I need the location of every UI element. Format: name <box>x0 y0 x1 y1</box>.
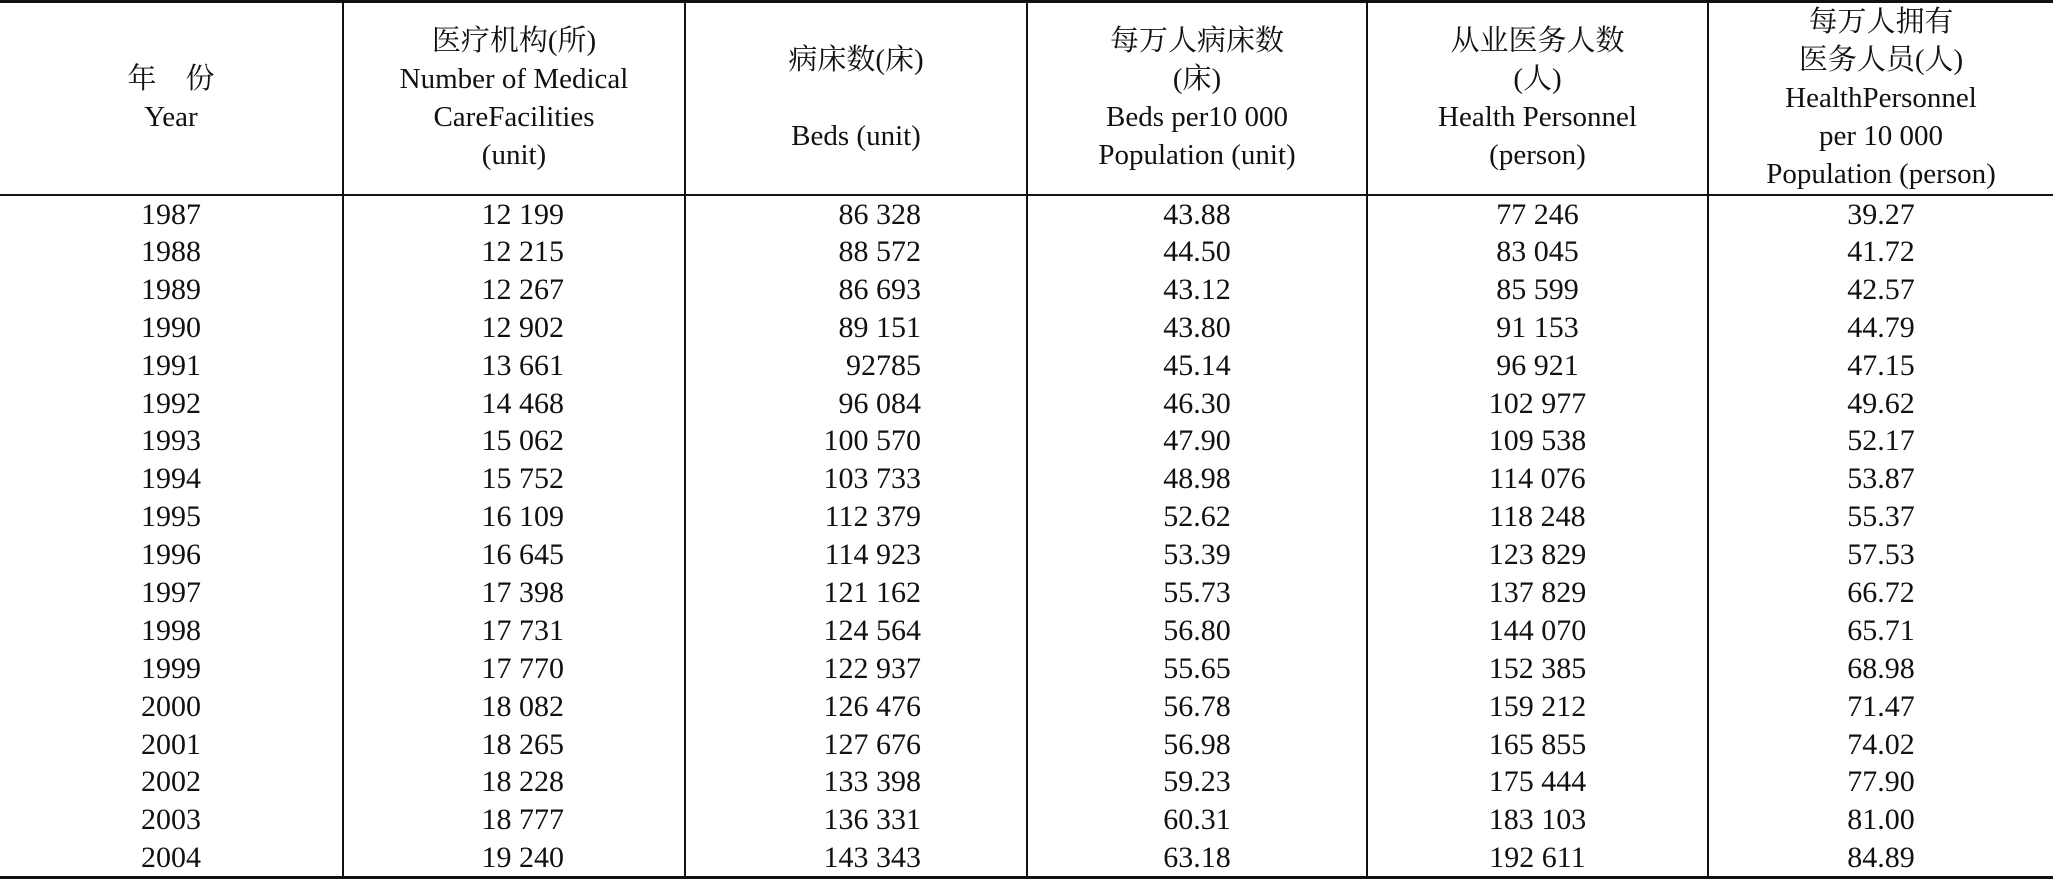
personnel-per-10000-cell: 52.17 <box>1708 422 2053 460</box>
beds-per-10000-cell: 59.23 <box>1027 763 1367 801</box>
beds-cell: 86 693 <box>685 270 1027 308</box>
facilities-cell: 12 902 <box>343 308 685 346</box>
health-personnel-cell: 91 153 <box>1367 308 1708 346</box>
personnel-per-10000-cell: 49.62 <box>1708 384 2053 422</box>
facilities-cell: 18 228 <box>343 763 685 801</box>
header-health-personnel-zh: 从业医务人数 <box>1450 25 1625 58</box>
personnel-per-10000-cell: 84.89 <box>1708 839 2053 878</box>
beds-per-10000-cell: 56.98 <box>1027 725 1367 763</box>
personnel-per-10000-cell: 42.57 <box>1708 270 2053 308</box>
table-row <box>0 233 2053 271</box>
health-personnel-cell: 192 611 <box>1367 839 1708 878</box>
header-facilities-en-1: Number of Medical <box>399 63 629 96</box>
health-personnel-cell: 118 248 <box>1367 498 1708 536</box>
year-cell: 2004 <box>0 839 343 878</box>
facilities-cell: 18 777 <box>343 801 685 839</box>
year-cell: 1996 <box>141 538 201 572</box>
facilities-cell: 16 645 <box>343 536 685 574</box>
personnel-per-10000-cell: 55.37 <box>1708 498 2053 536</box>
beds-per-10000-cell: 43.88 <box>1027 195 1367 233</box>
table-row <box>0 574 2053 612</box>
facilities-cell: 19 240 <box>343 839 685 878</box>
table-row <box>0 536 2053 574</box>
year-cell: 2001 <box>141 727 201 761</box>
header-personnel-per-10000-en-1: HealthPersonnel <box>1785 82 1977 115</box>
beds-cell: 86 328 <box>685 195 1027 233</box>
personnel-per-10000-cell: 41.72 <box>1708 233 2053 271</box>
header-personnel-per-10000-zh2: 医务人员(人) <box>1798 44 1964 77</box>
year-cell: 1992 <box>141 386 201 420</box>
year-cell: 1987 <box>141 197 201 231</box>
header-health-personnel-en-2: (person) <box>1489 139 1586 172</box>
health-personnel-cell: 159 212 <box>1367 687 1708 725</box>
health-personnel-cell: 102 977 <box>1367 384 1708 422</box>
beds-cell: 114 923 <box>685 536 1027 574</box>
health-personnel-cell: 152 385 <box>1367 649 1708 687</box>
facilities-cell: 17 770 <box>343 649 685 687</box>
header-health-personnel-en-1: Health Personnel <box>1438 101 1637 134</box>
table-row <box>0 763 2053 801</box>
table-row <box>0 687 2053 725</box>
header-health-personnel-zh2: (人) <box>1513 63 1562 96</box>
personnel-per-10000-cell: 57.53 <box>1708 536 2053 574</box>
personnel-per-10000-cell: 68.98 <box>1708 649 2053 687</box>
beds-cell: 124 564 <box>685 611 1027 649</box>
beds-per-10000-cell: 53.39 <box>1027 536 1367 574</box>
year-cell: 1988 <box>141 234 201 268</box>
header-beds-per-10000-en-1: Beds per10 000 <box>1105 101 1289 134</box>
year-cell: 1993 <box>141 424 201 458</box>
personnel-per-10000-cell: 53.87 <box>1708 460 2053 498</box>
header-beds-per-10000-zh: 每万人病床数 <box>1109 25 1284 58</box>
personnel-per-10000-cell: 66.72 <box>1708 574 2053 612</box>
beds-cell: 133 398 <box>685 763 1027 801</box>
facilities-cell: 12 215 <box>343 233 685 271</box>
header-facilities-en-3: (unit) <box>481 139 547 172</box>
table-row <box>0 346 2053 384</box>
year-cell: 1990 <box>141 310 201 344</box>
beds-cell: 89 151 <box>685 308 1027 346</box>
beds-per-10000-cell: 47.90 <box>1027 422 1367 460</box>
beds-per-10000-cell: 56.78 <box>1027 687 1367 725</box>
beds-cell: 143 343 <box>685 839 1027 878</box>
health-personnel-cell: 85 599 <box>1367 270 1708 308</box>
header-personnel-per-10000-en-2: per 10 000 <box>1818 120 1944 153</box>
facilities-cell: 17 731 <box>343 611 685 649</box>
header-facilities-en-2: CareFacilities <box>433 101 595 134</box>
beds-cell: 88 572 <box>685 233 1027 271</box>
header-year <box>0 2 343 195</box>
year-cell: 2002 <box>141 765 201 799</box>
year-cell: 1999 <box>141 651 201 685</box>
table-row <box>0 611 2053 649</box>
beds-cell: 100 570 <box>685 422 1027 460</box>
health-personnel-cell: 109 538 <box>1367 422 1708 460</box>
table-header <box>0 2 2053 195</box>
health-personnel-cell: 96 921 <box>1367 346 1708 384</box>
health-personnel-cell: 175 444 <box>1367 763 1708 801</box>
facilities-cell: 14 468 <box>343 384 685 422</box>
header-health-personnel <box>1367 2 1708 195</box>
facilities-cell: 17 398 <box>343 574 685 612</box>
table-row <box>0 195 2053 233</box>
beds-per-10000-cell: 55.73 <box>1027 574 1367 612</box>
table-row <box>0 270 2053 308</box>
beds-cell: 96 084 <box>685 384 1027 422</box>
table-row <box>0 422 2053 460</box>
beds-cell: 136 331 <box>685 801 1027 839</box>
personnel-per-10000-cell: 44.79 <box>1708 308 2053 346</box>
health-personnel-cell: 114 076 <box>1367 460 1708 498</box>
table-row <box>0 460 2053 498</box>
facilities-cell: 18 082 <box>343 687 685 725</box>
personnel-per-10000-cell: 74.02 <box>1708 725 2053 763</box>
year-cell: 1994 <box>141 462 201 496</box>
beds-per-10000-cell: 52.62 <box>1027 498 1367 536</box>
health-personnel-cell: 144 070 <box>1367 611 1708 649</box>
header-personnel-per-10000-zh: 每万人拥有 <box>1808 6 1954 39</box>
table-row <box>0 308 2053 346</box>
beds-cell: 127 676 <box>685 725 1027 763</box>
personnel-per-10000-cell: 47.15 <box>1708 346 2053 384</box>
year-cell: 1997 <box>141 575 201 609</box>
header-beds-gap <box>686 79 1026 117</box>
facilities-cell: 13 661 <box>343 346 685 384</box>
header-year-zh: 年 份 <box>127 63 215 96</box>
health-personnel-cell: 183 103 <box>1367 801 1708 839</box>
year-cell: 1989 <box>141 272 201 306</box>
beds-cell: 121 162 <box>685 574 1027 612</box>
facilities-cell: 18 265 <box>343 725 685 763</box>
personnel-per-10000-cell: 39.27 <box>1708 195 2053 233</box>
header-personnel-per-10000 <box>1708 2 2053 195</box>
header-beds-zh: 病床数(床) <box>788 44 924 77</box>
table-row <box>0 649 2053 687</box>
beds-cell: 126 476 <box>685 687 1027 725</box>
header-facilities-zh: 医疗机构(所) <box>431 25 597 58</box>
beds-per-10000-cell: 43.12 <box>1027 270 1367 308</box>
health-personnel-cell: 165 855 <box>1367 725 1708 763</box>
header-row <box>0 2 2053 195</box>
beds-per-10000-cell: 43.80 <box>1027 308 1367 346</box>
table-row <box>0 801 2053 839</box>
beds-per-10000-cell: 44.50 <box>1027 233 1367 271</box>
facilities-cell: 12 199 <box>343 195 685 233</box>
facilities-cell: 15 062 <box>343 422 685 460</box>
table-row <box>0 384 2053 422</box>
personnel-per-10000-cell: 81.00 <box>1708 801 2053 839</box>
table-row <box>0 839 2053 878</box>
beds-cell: 103 733 <box>685 460 1027 498</box>
facilities-cell: 15 752 <box>343 460 685 498</box>
year-cell: 1995 <box>141 500 201 534</box>
beds-per-10000-cell: 56.80 <box>1027 611 1367 649</box>
beds-cell: 92785 <box>685 346 1027 384</box>
beds-per-10000-cell: 48.98 <box>1027 460 1367 498</box>
header-year-en: Year <box>144 101 198 134</box>
health-personnel-cell: 77 246 <box>1367 195 1708 233</box>
health-personnel-cell: 137 829 <box>1367 574 1708 612</box>
health-personnel-cell: 123 829 <box>1367 536 1708 574</box>
personnel-per-10000-cell: 65.71 <box>1708 611 2053 649</box>
header-facilities <box>343 2 685 195</box>
header-beds-en: Beds (unit) <box>791 120 921 153</box>
personnel-per-10000-cell: 77.90 <box>1708 763 2053 801</box>
beds-per-10000-cell: 45.14 <box>1027 346 1367 384</box>
header-beds-per-10000-en-2: Population (unit) <box>1098 139 1296 172</box>
beds-per-10000-cell: 46.30 <box>1027 384 1367 422</box>
year-cell: 1998 <box>141 613 201 647</box>
header-beds-per-10000-zh2: (床) <box>1172 63 1222 96</box>
health-personnel-cell: 83 045 <box>1367 233 1708 271</box>
beds-cell: 112 379 <box>685 498 1027 536</box>
table-row <box>0 498 2053 536</box>
year-cell: 2000 <box>141 689 201 723</box>
beds-per-10000-cell: 63.18 <box>1027 839 1367 878</box>
year-cell: 1991 <box>141 348 201 382</box>
table-row <box>0 725 2053 763</box>
table-body <box>0 195 2053 878</box>
facilities-cell: 12 267 <box>343 270 685 308</box>
year-cell: 2003 <box>141 803 201 837</box>
beds-per-10000-cell: 55.65 <box>1027 649 1367 687</box>
header-personnel-per-10000-en-3: Population (person) <box>1766 158 1996 191</box>
beds-cell: 122 937 <box>685 649 1027 687</box>
header-beds <box>685 2 1027 195</box>
beds-per-10000-cell: 60.31 <box>1027 801 1367 839</box>
personnel-per-10000-cell: 71.47 <box>1708 687 2053 725</box>
facilities-cell: 16 109 <box>343 498 685 536</box>
header-beds-per-10000 <box>1027 2 1367 195</box>
